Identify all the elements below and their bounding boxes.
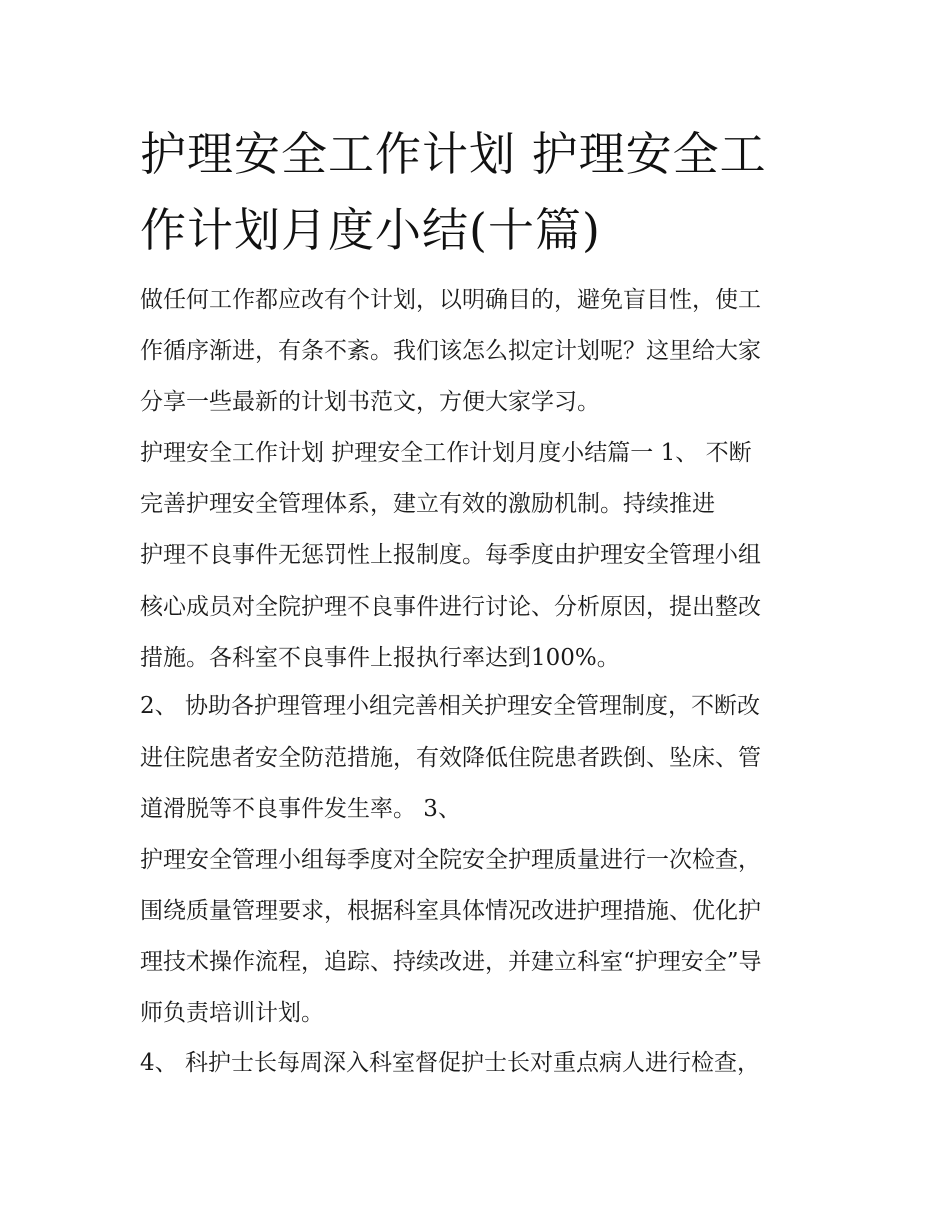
body-line-10: 进住院患者安全防范措施，有效降低住院患者跌倒、坠床、管 [140, 745, 761, 771]
body-line-9: 2、 协助各护理管理小组完善相关护理安全管理制度，不断改 [140, 693, 760, 719]
body-line-12: 护理安全管理小组每季度对全院安全护理质量进行一次检查， [140, 847, 761, 873]
body-line-5: 完善护理安全管理体系，建立有效的激励机制。持续推进 [140, 491, 715, 517]
document-title [140, 116, 820, 268]
body-line-15: 师负责培训计划。 [140, 1000, 324, 1026]
body-line-13: 围绕质量管理要求，根据科室具体情况改进护理措施、优化护 [140, 898, 761, 924]
body-line-2: 作循序渐进，有条不紊。我们该怎么拟定计划呢？这里给大家 [140, 338, 761, 364]
body-line-14: 理技术操作流程，追踪、持续改进，并建立科室“护理安全”导 [140, 949, 762, 975]
body-line-4: 护理安全工作计划 护理安全工作计划月度小结篇一 1、 不断 [140, 440, 752, 466]
body-line-11: 道滑脱等不良事件发生率。 3、 [140, 796, 461, 822]
title-line-1: 护理安全工作计划 护理安全工 [140, 127, 767, 181]
body-line-1: 做任何工作都应改有个计划，以明确目的，避免盲目性，使工 [140, 287, 761, 313]
body-line-3: 分享一些最新的计划书范文，方便大家学习。 [140, 389, 600, 415]
body-line-6: 护理不良事件无惩罚性上报制度。每季度由护理安全管理小组 [140, 542, 761, 568]
body-line-7: 核心成员对全院护理不良事件进行讨论、分析原因，提出整改 [140, 594, 761, 620]
body-line-8: 措施。各科室不良事件上报执行率达到100%。 [140, 645, 620, 671]
title-line-2: 作计划月度小结(十篇) [140, 203, 601, 257]
body-line-16: 4、 科护士长每周深入科室督促护士长对重点病人进行检查， [140, 1050, 760, 1076]
